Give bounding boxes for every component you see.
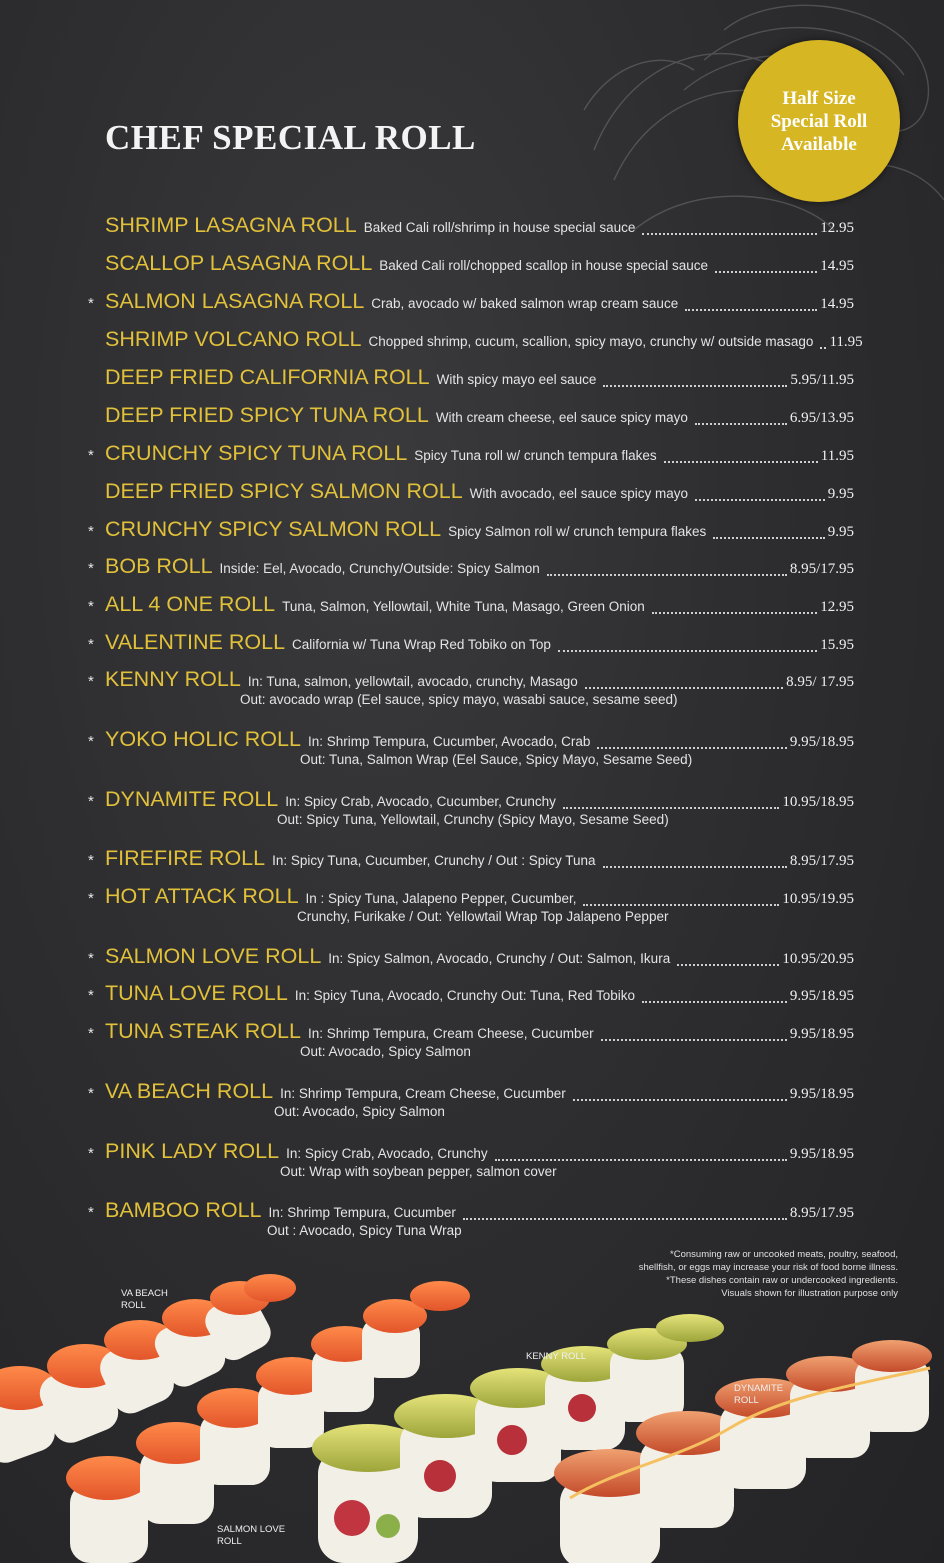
menu-item-price: 10.95/19.95	[782, 891, 854, 907]
menu-item-star: *	[88, 523, 94, 540]
menu-item-name: FIREFIRE ROLL	[105, 846, 266, 870]
menu-item	[88, 789, 854, 827]
photo-label-dynamite: DYNAMITE ROLL	[734, 1383, 784, 1406]
menu-item-name: BOB ROLL	[105, 554, 213, 578]
badge-line-3: Available	[781, 133, 857, 155]
menu-item-name: YOKO HOLIC ROLL	[105, 727, 301, 751]
menu-item-star: *	[88, 793, 94, 810]
menu-item	[88, 367, 854, 393]
menu-item-name: DEEP FRIED SPICY TUNA ROLL	[105, 403, 429, 427]
menu-item-price: 5.95/11.95	[790, 372, 854, 388]
menu-item	[88, 1141, 854, 1179]
note-line: Visuals shown for illustration purpose only	[721, 1288, 898, 1299]
menu-item-main-line	[88, 632, 854, 658]
menu-item-name: HOT ATTACK ROLL	[105, 884, 299, 908]
menu-item-leader-dots	[585, 687, 783, 689]
menu-item-star: *	[88, 1145, 94, 1162]
menu-item-star: *	[88, 1085, 94, 1102]
menu-item-second-line: Out: Avocado, Spicy Salmon	[274, 1104, 445, 1119]
menu-item-main-line	[88, 1081, 854, 1107]
menu-item	[88, 669, 854, 707]
menu-item-main-line	[88, 983, 854, 1009]
menu-item-description: In : Spicy Tuna, Jalapeno Pepper, Cucumber,	[305, 891, 577, 906]
menu-item-price: 9.95	[827, 486, 854, 502]
menu-item-leader-dots	[573, 1099, 787, 1101]
menu-item-description: In: Spicy Crab, Avocado, Cucumber, Crunchy	[285, 794, 556, 809]
menu-item-leader-dots	[601, 1039, 787, 1041]
menu-item-name: PINK LADY ROLL	[105, 1139, 280, 1163]
menu-item	[88, 594, 854, 620]
menu-item-leader-dots	[652, 612, 817, 614]
menu-item-description: In: Spicy Tuna, Cucumber, Crunchy / Out : Spicy Tuna	[272, 853, 596, 868]
menu-item-main-line	[88, 253, 854, 279]
menu-item-leader-dots	[597, 747, 786, 749]
menu-item-description: California w/ Tuna Wrap Red Tobiko on Top	[292, 637, 551, 652]
menu-item-description: With cream cheese, eel sauce spicy mayo	[435, 410, 688, 425]
menu-item-leader-dots	[685, 309, 817, 311]
menu-item-main-line	[88, 405, 854, 431]
menu-item-description: In: Spicy Tuna, Avocado, Crunchy Out: Tuna, Red Tobiko	[294, 988, 636, 1003]
menu-item-name: CRUNCHY SPICY TUNA ROLL	[105, 441, 408, 465]
menu-item-name: DEEP FRIED SPICY SALMON ROLL	[105, 479, 463, 503]
menu-item	[88, 983, 854, 1009]
menu-item-price: 8.95/17.95	[789, 853, 854, 869]
menu-item-leader-dots	[463, 1218, 787, 1220]
menu-item-price: 12.95	[820, 599, 854, 615]
menu-item-description: In: Shrimp Tempura, Cucumber, Avocado, Crab	[307, 734, 591, 749]
menu-item-description: In: Spicy Crab, Avocado, Crunchy	[286, 1146, 488, 1161]
menu-item-leader-dots	[547, 574, 787, 576]
menu-item-price: 9.95	[827, 524, 854, 540]
menu-item-leader-dots	[583, 904, 779, 906]
menu-item	[88, 481, 854, 507]
menu-item-main-line	[88, 215, 854, 241]
menu-item-main-line	[88, 848, 854, 874]
menu-item	[88, 253, 854, 279]
photo-label-salmon-love: SALMON LOVE ROLL	[217, 1524, 286, 1547]
menu-item	[88, 729, 854, 767]
menu-item-leader-dots	[677, 964, 779, 966]
menu-item-price: 10.95/20.95	[782, 951, 854, 967]
menu-item-star: *	[88, 673, 94, 690]
menu-item-star: *	[88, 1204, 94, 1221]
menu-item-name: SHRIMP VOLCANO ROLL	[105, 327, 362, 351]
menu-item-leader-dots	[664, 461, 818, 463]
menu-item-leader-dots	[820, 347, 826, 349]
menu-item-description: With avocado, eel sauce spicy mayo	[469, 486, 689, 501]
menu-item-main-line	[88, 327, 863, 355]
menu-item-name: TUNA STEAK ROLL	[105, 1019, 301, 1043]
menu-item-main-line	[88, 594, 854, 620]
menu-item	[88, 848, 854, 874]
menu-item-leader-dots	[558, 650, 817, 652]
menu-item	[88, 519, 854, 545]
menu-item-leader-dots	[603, 866, 787, 868]
badge-line-1: Half Size	[782, 87, 856, 109]
menu-item-name: SALMON LASAGNA ROLL	[105, 289, 365, 313]
menu-item-price: 14.95	[820, 258, 854, 274]
menu-item-star: *	[88, 560, 94, 577]
menu-item-leader-dots	[495, 1159, 787, 1161]
menu-item-name: DEEP FRIED CALIFORNIA ROLL	[105, 365, 430, 389]
menu-item-description: Inside: Eel, Avocado, Crunchy/Outside: Spicy Salmon	[219, 561, 540, 576]
menu-item-main-line	[88, 519, 854, 545]
menu-item-name: VA BEACH ROLL	[105, 1079, 274, 1103]
menu-item-main-line	[88, 481, 854, 507]
menu-item	[88, 886, 854, 924]
menu-item	[88, 1021, 854, 1059]
menu-item	[88, 443, 854, 469]
menu-item-leader-dots	[713, 537, 825, 539]
menu-item-second-line: Out: Spicy Tuna, Yellowtail, Crunchy (Spicy Mayo, Sesame Seed)	[277, 812, 669, 827]
menu-item-star: *	[88, 447, 94, 464]
menu-item-main-line	[88, 1021, 854, 1047]
menu-item-price: 14.95	[820, 296, 854, 312]
menu-item-price: 11.95	[820, 448, 854, 464]
menu-item-description: With spicy mayo eel sauce	[436, 372, 597, 387]
menu-item-description: Chopped shrimp, cucum, scallion, spicy mayo, crunchy w/ outside masago	[368, 334, 814, 349]
menu-item	[88, 946, 854, 972]
menu-item-price: 10.95/18.95	[782, 794, 854, 810]
menu-item-leader-dots	[563, 807, 779, 809]
menu-item	[88, 556, 854, 582]
menu-item-price: 6.95/13.95	[789, 410, 854, 426]
menu-item-name: KENNY ROLL	[105, 667, 241, 691]
menu-item-name: ALL 4 ONE ROLL	[105, 592, 276, 616]
menu-item-name: VALENTINE ROLL	[105, 630, 286, 654]
menu-item-name: BAMBOO ROLL	[105, 1198, 262, 1222]
menu-item-star: *	[88, 598, 94, 615]
menu-item-description: Baked Cali roll/shrimp in house special sauce	[363, 220, 636, 235]
menu-item-second-line: Out: Wrap with soybean pepper, salmon cover	[280, 1164, 557, 1179]
menu-item-leader-dots	[603, 385, 787, 387]
half-size-badge	[738, 40, 900, 202]
menu-item-price: 8.95/17.95	[789, 561, 854, 577]
menu-item-leader-dots	[695, 499, 825, 501]
menu-item	[88, 1200, 854, 1238]
badge-line-2: Special Roll	[770, 110, 868, 132]
menu-item-price: 9.95/18.95	[789, 988, 854, 1004]
menu-item-star: *	[88, 636, 94, 653]
menu-item-price: 8.95/ 17.95	[786, 674, 854, 690]
menu-item-description: In: Shrimp Tempura, Cream Cheese, Cucumber	[307, 1026, 594, 1041]
menu-item-price: 9.95/18.95	[789, 734, 854, 750]
menu-item-main-line	[88, 443, 854, 469]
menu-item-main-line	[88, 556, 854, 582]
menu-item-price: 11.95	[829, 334, 863, 350]
menu-item-second-line: Out : Avocado, Spicy Tuna Wrap	[267, 1223, 462, 1238]
menu-item	[88, 215, 854, 241]
photo-label-kenny: KENNY ROLL	[526, 1351, 587, 1362]
menu-item-star: *	[88, 733, 94, 750]
menu-item-second-line: Out: avocado wrap (Eel sauce, spicy mayo, wasabi sauce, sesame seed)	[240, 692, 678, 707]
menu-item-leader-dots	[642, 233, 817, 235]
menu-item-name: DYNAMITE ROLL	[105, 787, 279, 811]
sushi-photo	[0, 1268, 944, 1563]
menu-item	[88, 291, 854, 317]
menu-item-leader-dots	[695, 423, 787, 425]
page-title: CHEF SPECIAL ROLL	[105, 118, 476, 157]
note-line: shellfish, or eggs may increase your risk of food borne illness.	[638, 1262, 898, 1273]
menu-item-star: *	[88, 890, 94, 907]
menu-item-price: 15.95	[820, 637, 854, 653]
menu-item	[88, 1081, 854, 1119]
menu-item-name: SCALLOP LASAGNA ROLL	[105, 251, 373, 275]
menu-item-description: In: Tuna, salmon, yellowtail, avocado, crunchy, Masago	[247, 674, 578, 689]
menu-item-description: Spicy Tuna roll w/ crunch tempura flakes	[414, 448, 657, 463]
menu-item-second-line: Out: Avocado, Spicy Salmon	[300, 1044, 471, 1059]
menu-item-main-line	[88, 291, 854, 317]
menu-item-star: *	[88, 1025, 94, 1042]
menu-item-star: *	[88, 950, 94, 967]
menu-item-main-line	[88, 1200, 854, 1226]
menu-item-name: TUNA LOVE ROLL	[105, 981, 288, 1005]
menu-item-leader-dots	[642, 1001, 787, 1003]
menu-item-main-line	[88, 946, 854, 972]
note-line: *Consuming raw or uncooked meats, poultry, seafood,	[670, 1249, 898, 1260]
menu-item-description: In: Shrimp Tempura, Cucumber	[268, 1205, 456, 1220]
menu-item-star: *	[88, 987, 94, 1004]
menu-item-description: In: Shrimp Tempura, Cream Cheese, Cucumber	[280, 1086, 566, 1101]
menu-item-star: *	[88, 295, 94, 312]
menu-item	[88, 632, 854, 658]
menu-item-price: 9.95/18.95	[789, 1146, 854, 1162]
menu-item-price: 12.95	[820, 220, 854, 236]
menu-item-second-line: Crunchy, Furikake / Out: Yellowtail Wrap Top Jalapeno Pepper	[297, 909, 669, 924]
menu-item	[88, 405, 854, 431]
note-line: *These dishes contain raw or undercooked ingredients.	[666, 1275, 898, 1286]
menu-item-description: Crab, avocado w/ baked salmon wrap cream sauce	[371, 296, 679, 311]
menu-item-name: CRUNCHY SPICY SALMON ROLL	[105, 517, 442, 541]
photo-label-va-beach: VA BEACH ROLL	[121, 1288, 168, 1311]
menu-item-description: In: Spicy Salmon, Avocado, Crunchy / Out: Salmon, Ikura	[328, 951, 671, 966]
menu-item-star: *	[88, 852, 94, 869]
menu-item-description: Spicy Salmon roll w/ crunch tempura flakes	[448, 524, 707, 539]
menu-item	[88, 327, 863, 355]
menu-item-name: SHRIMP LASAGNA ROLL	[105, 213, 357, 237]
menu-item-description: Baked Cali roll/chopped scallop in house special sauce	[379, 258, 708, 273]
menu-item-description: Tuna, Salmon, Yellowtail, White Tuna, Masago, Green Onion	[282, 599, 645, 614]
menu-item-price: 9.95/18.95	[789, 1086, 854, 1102]
menu-item-second-line: Out: Tuna, Salmon Wrap (Eel Sauce, Spicy Mayo, Sesame Seed)	[300, 752, 693, 767]
menu-item-name: SALMON LOVE ROLL	[105, 944, 322, 968]
menu-item-leader-dots	[715, 271, 817, 273]
menu-item-main-line	[88, 367, 854, 393]
menu-item-price: 9.95/18.95	[789, 1026, 854, 1042]
menu-item-price: 8.95/17.95	[789, 1205, 854, 1221]
